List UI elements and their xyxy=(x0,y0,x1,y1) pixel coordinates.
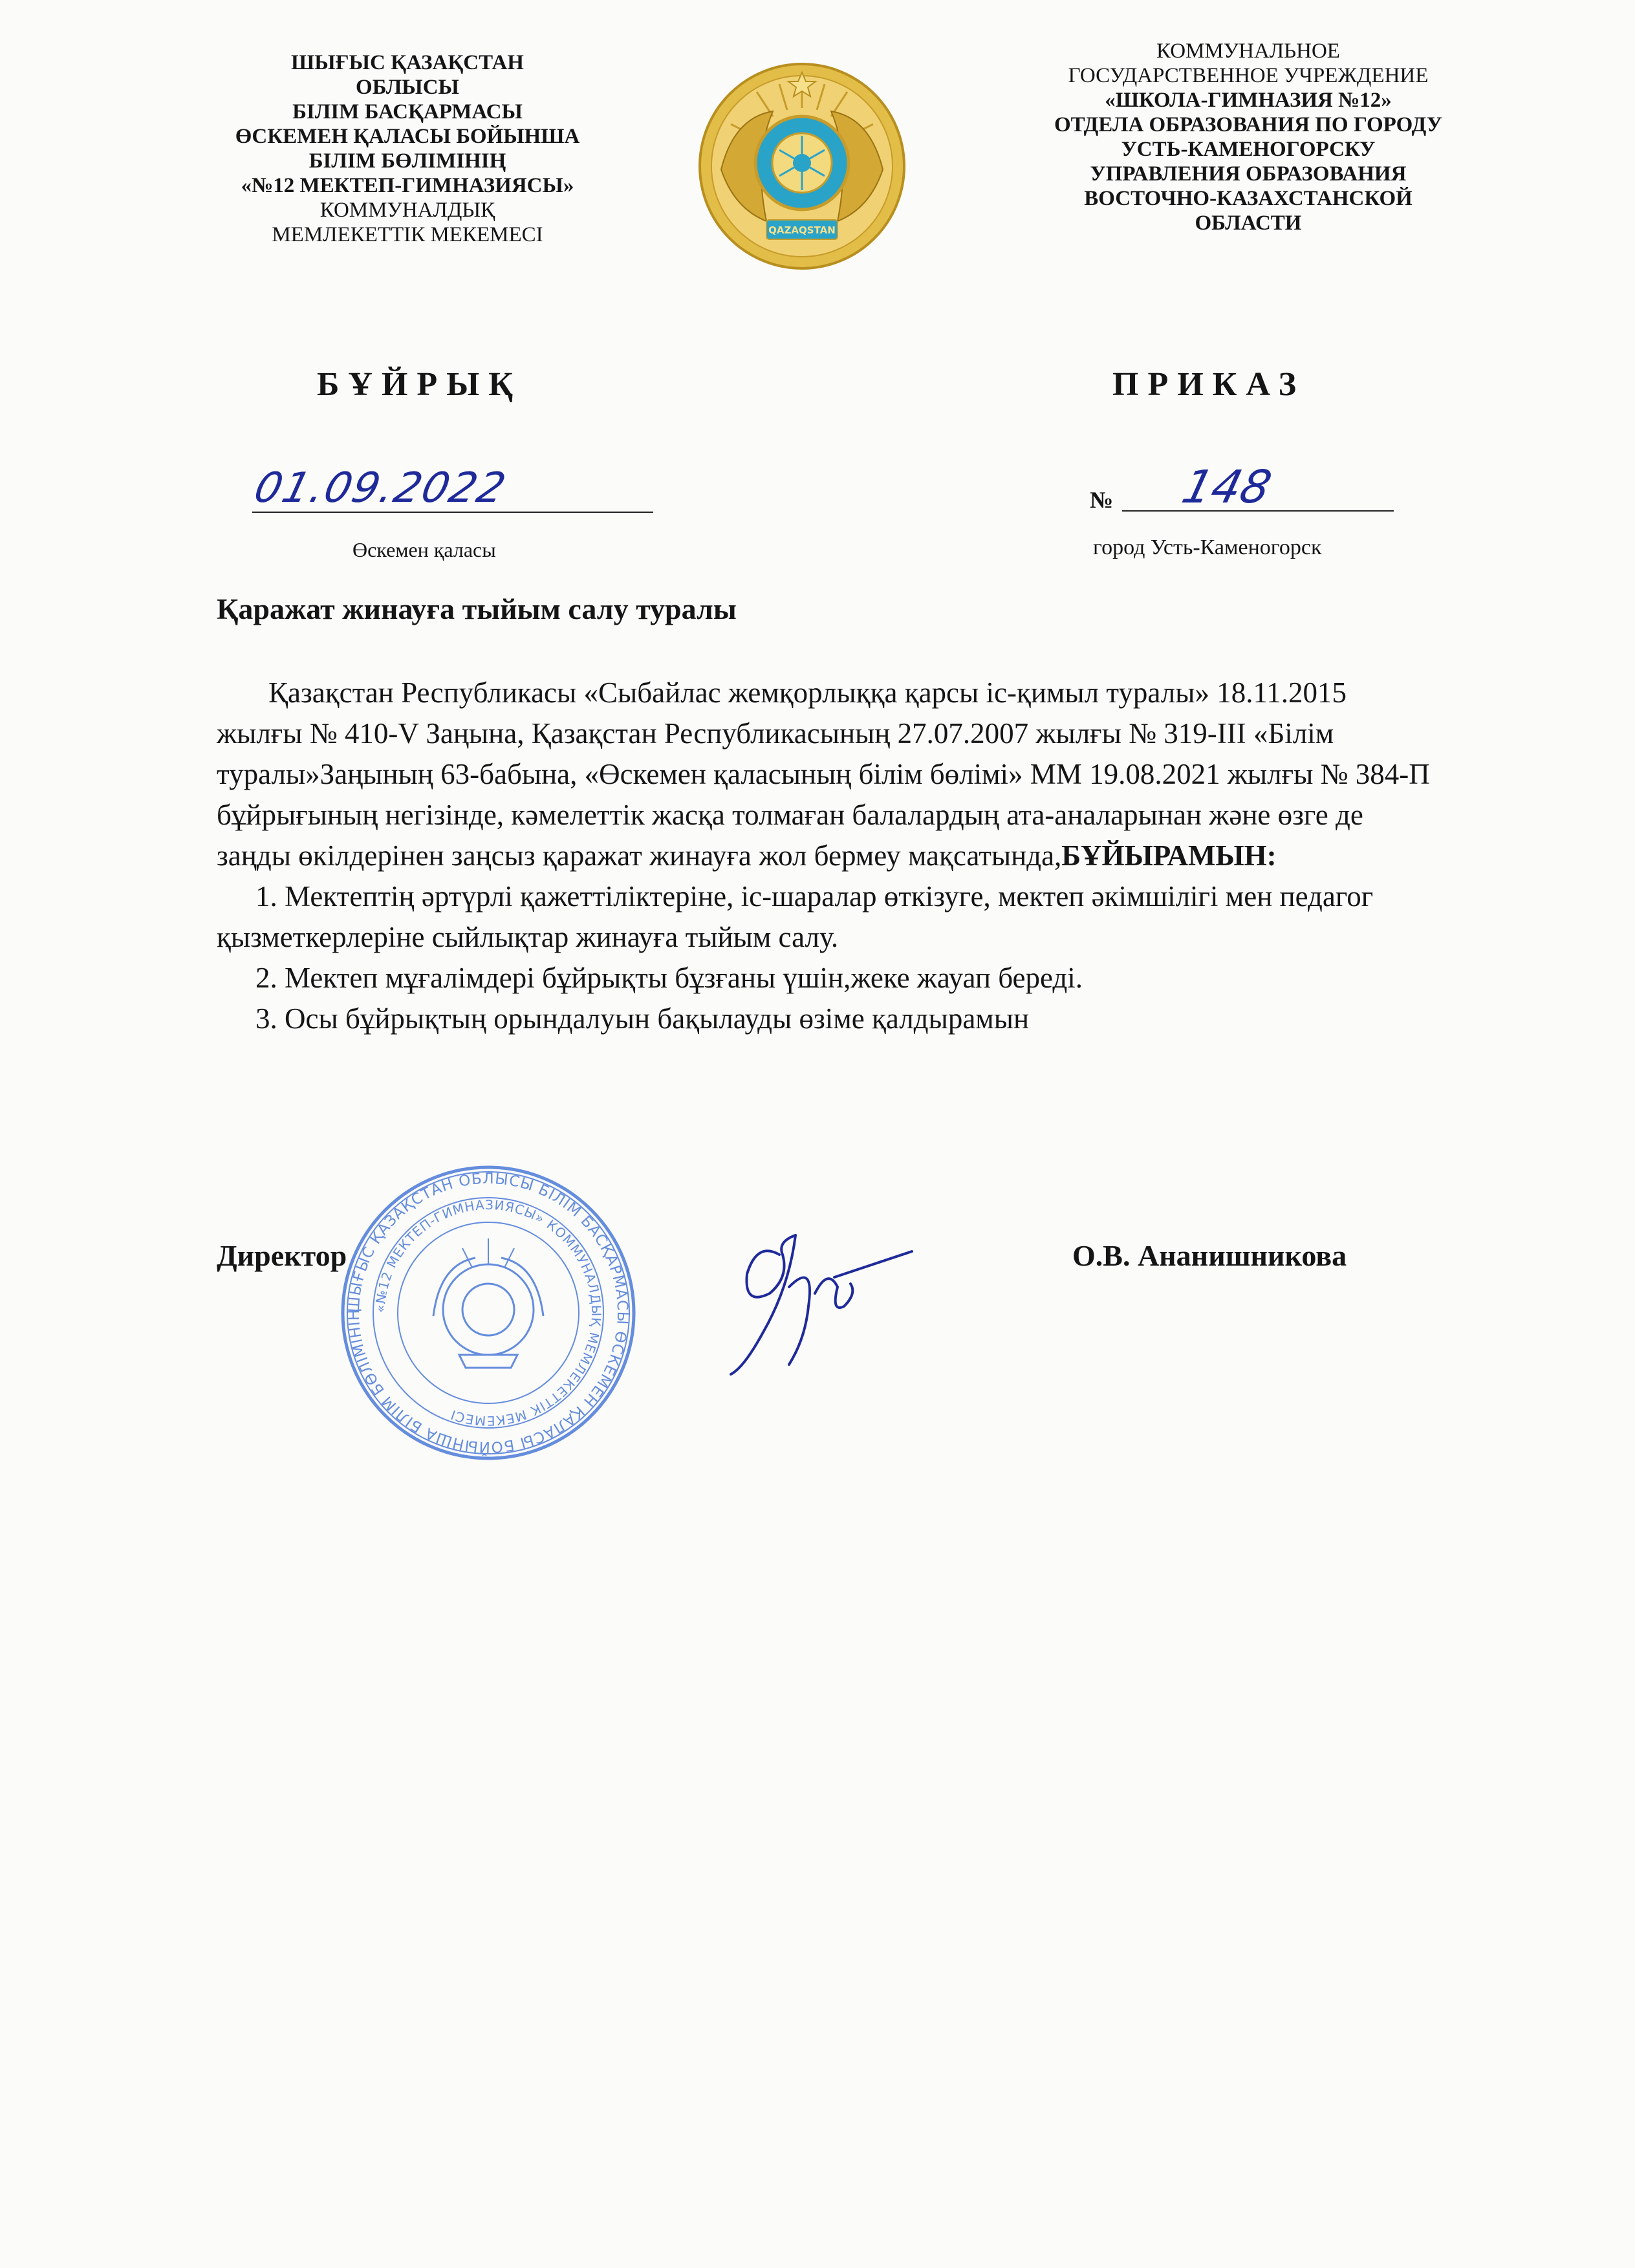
header-left-line: БІЛІМ БАСҚАРМАСЫ xyxy=(292,100,523,124)
order-item: 2. Мектеп мұғалімдері бұйрықты бұзғаны үшін,жеке жауап береді. xyxy=(255,962,1083,994)
header-right-line: ОБЛАСТИ xyxy=(1195,211,1302,235)
handwritten-order-number: 148 xyxy=(1176,460,1277,513)
header-left-line: ШЫҒЫС ҚАЗАҚСТАН xyxy=(291,51,524,74)
order-subject: Қаражат жинауға тыйым салу туралы xyxy=(217,592,737,625)
preamble-text: Қазақстан Республикасы «Сыбайлас жемқорлыққа қарсы іс-қимыл туралы» 18.11.2015 жылғы № 410-V Заңына, Қазақстан Республикасының 27.07.2007 жылғы № 319-III «Білім туралы»Заңының 63-бабына, «Өскемен қаласының білім бөлімі» ММ 19.08.2021 жылғы № 384-П бұйрығының негізінде, кәмелеттік жасқа толмаған балалардың ата-аналарынан және өзге де заңды өкілдерінен заңсыз қаражат жинауға жол бермеу мақсатында, xyxy=(217,676,1430,872)
official-stamp-icon xyxy=(336,1161,640,1465)
date-underline xyxy=(252,511,653,513)
order-word: БҰЙЫРАМЫН: xyxy=(1061,839,1277,872)
order-item: 1. Мектептің әртүрлі қажеттіліктеріне, іс-шаралар өткізуге, мектеп әкімшілігі мен педагог қызметкерлеріне сыйлықтар жинауға тыйым салу. xyxy=(217,880,1374,953)
header-left-line: МЕМЛЕКЕТТІК МЕКЕМЕСІ xyxy=(272,223,543,246)
header-right-line: УСТЬ-КАМЕНОГОРСКУ xyxy=(1121,138,1376,161)
header-right-line: УПРАВЛЕНИЯ ОБРАЗОВАНИЯ xyxy=(1090,162,1407,186)
stamp-outer-text: ШЫҒЫС ҚАЗАҚСТАН ОБЛЫСЫ БІЛІМ БАСҚАРМАСЫ ӨСКЕМЕН ҚАЛАСЫ БОЙЫНША БІЛІМ БӨЛІМІНІҢ xyxy=(345,1170,631,1456)
header-right-line: ОТДЕЛА ОБРАЗОВАНИЯ ПО ГОРОДУ xyxy=(1054,113,1442,136)
header-left-line: БІЛІМ БӨЛІМІНІҢ xyxy=(309,149,506,173)
emblem-label: QAZAQSTAN xyxy=(768,224,836,236)
order-preamble xyxy=(217,673,1439,876)
number-underline xyxy=(1122,510,1394,512)
handwritten-signature-icon xyxy=(718,1216,957,1390)
stamp-inner-text: «№12 МЕКТЕП-ГИМНАЗИЯСЫ» КОММУНАЛДЫҚ МЕМЛЕКЕТТІК МЕКЕМЕСІ xyxy=(372,1196,605,1429)
order-item: 3. Осы бұйрықтың орындалуын бақылауды өзіме қалдырамын xyxy=(255,1002,1030,1035)
header-right-ru xyxy=(970,39,1526,235)
header-right-line: КОММУНАЛЬНОЕ xyxy=(1156,39,1340,63)
header-right-line: ВОСТОЧНО-КАЗАХСТАНСКОЙ xyxy=(1084,187,1413,210)
handwritten-date: 01.09.2022 xyxy=(249,464,512,512)
document-title-kz: БҰЙРЫҚ xyxy=(317,366,522,403)
order-number-label: № xyxy=(1090,487,1114,513)
order-body xyxy=(217,673,1439,1039)
header-left-kz xyxy=(194,50,621,247)
header-left-line: ОБЛЫСЫ xyxy=(356,76,459,99)
document-title-ru: ПРИКАЗ xyxy=(1112,366,1306,403)
header-left-line: КОММУНАЛДЫҚ xyxy=(319,199,495,222)
signer-position: Директор xyxy=(217,1239,347,1272)
signer-name: О.В. Ананишникова xyxy=(1072,1239,1347,1272)
header-right-line: ГОСУДАРСТВЕННОЕ УЧРЕЖДЕНИЕ xyxy=(1068,64,1429,87)
header-left-line: ӨСКЕМЕН ҚАЛАСЫ БОЙЫНША xyxy=(235,125,580,148)
header-right-line: «ШКОЛА-ГИМНАЗИЯ №12» xyxy=(1105,89,1392,112)
city-kz: Өскемен қаласы xyxy=(352,538,496,561)
header-left-line: «№12 МЕКТЕП-ГИМНАЗИЯСЫ» xyxy=(241,174,574,197)
kazakhstan-emblem-icon xyxy=(695,59,909,273)
city-ru: город Усть-Каменогорск xyxy=(1093,535,1322,559)
